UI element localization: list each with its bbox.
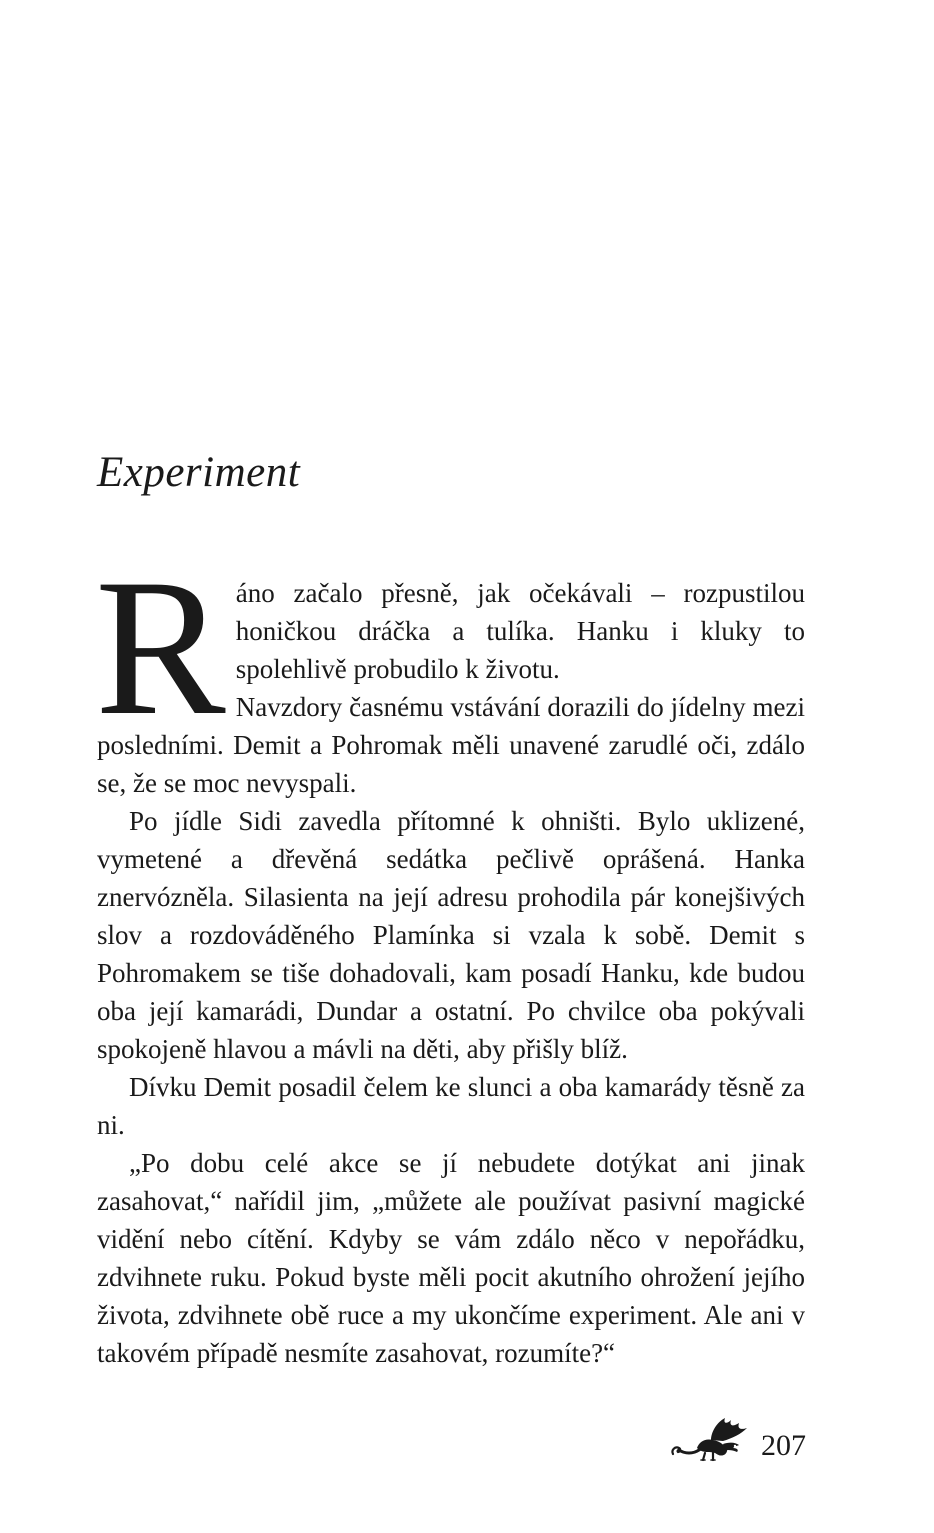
opening-paragraph-text: áno začalo přesně, jak očekávali – rozpustilou honičkou dráčka a tulíka. Hanku i kluky to spolehlivě probudilo k životu. [235,578,805,684]
paragraph: Navzdory časnému vstávání dorazili do jídelny mezi posledními. Demit a Pohromak měli unavené zarudlé oči, zdálo se, že se moc nevyspali. [97,692,805,798]
chapter-title: Experiment [97,449,301,496]
dragon-icon [667,1410,755,1466]
paragraph: Po jídle Sidi zavedla přítomné k ohništi. Bylo uklizené, vymetené a dřevěná sedátka pečlivě oprášená. Hanka znervózněla. Silasienta na její adresu prohodila pár konejšivých slov a rozdováděného Plamínka si vzala k sobě. Demit s Pohromakem se tiše dohadovali, kam posadí Hanku, kde budou oba její kamarádi, Dundar a ostatní. Po chvilce oba pokývali spokojeně hlavou a mávli na děti, aby přišly blíž. [97,806,805,1064]
paragraph: „Po dobu celé akce se jí nebudete dotýkat ani jinak zasahovat,“ nařídil jim, „můžete ale používat pasivní magické vidění nebo cítění. Kdyby se vám zdálo něco v nepořádku, zdvihnete ruku. Pokud byste měli pocit akutního ohrožení jejího života, zdvihnete obě ruce a my ukončíme experiment. Ale ani v takovém případě nesmíte zasahovat, rozumíte?“ [97,1148,805,1368]
page-footer [667,1410,806,1466]
chapter-body [95,539,805,1372]
drop-cap: R [95,539,226,756]
page-number: 207 [761,1429,806,1462]
paragraph: Dívku Demit posadil čelem ke slunci a oba kamarády těsně za ni. [97,1072,805,1140]
